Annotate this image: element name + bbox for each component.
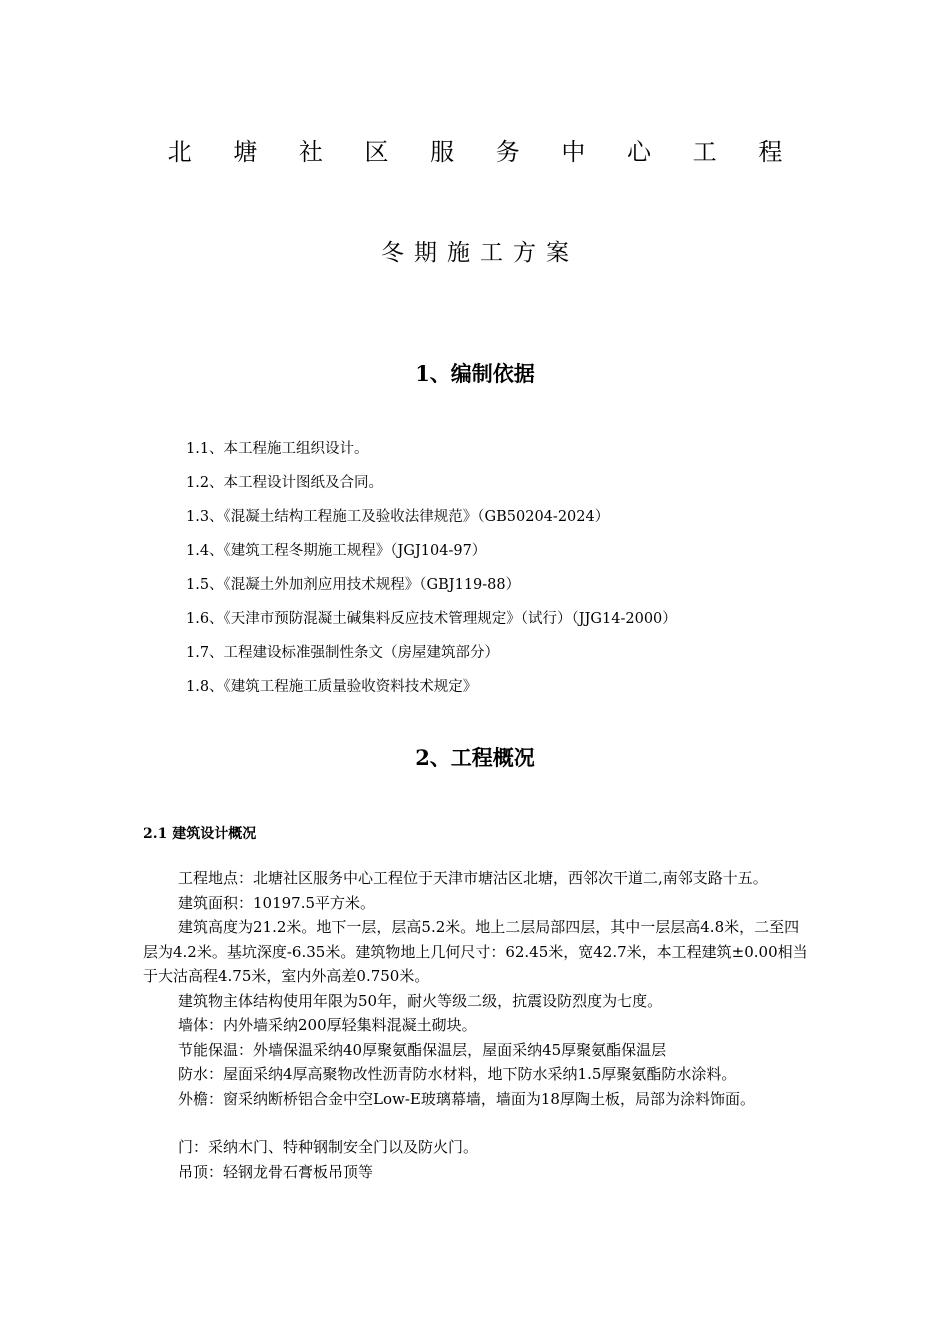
paragraph: 吊顶：轻钢龙骨石膏板吊顶等 xyxy=(178,1162,374,1181)
basis-list xyxy=(186,438,677,710)
paragraph: 建筑物主体结构使用年限为50年，耐火等级二级，抗震设防烈度为七度。 xyxy=(178,991,663,1010)
list-item: 1.5、《混凝土外加剂应用技术规程》（GBJ119-88） xyxy=(186,577,521,593)
document-subtitle: 冬期施工方案 xyxy=(381,240,579,266)
list-item: 1.1、本工程施工组织设计。 xyxy=(186,441,369,457)
subsection-heading: 2.1 建筑设计概况 xyxy=(143,826,257,842)
overview-body xyxy=(143,866,808,1184)
list-item: 1.2、本工程设计图纸及合同。 xyxy=(186,475,384,491)
paragraph: 门：采纳木门、特种钢制安全门以及防火门。 xyxy=(178,1138,479,1156)
paragraph: 防水：屋面采纳4厚高聚物改性沥青防水材料，地下防水采纳1.5厚聚氨酯防水涂料。 xyxy=(178,1065,737,1083)
list-item: 1.6、《天津市预防混凝土碱集料反应技术管理规定》（试行）（JJG14-2000） xyxy=(186,611,677,627)
paragraph: 建筑高度为21.2米。地下一层，层高5.2米。地上二层局部四层，其中一层层高4.8米，二至四层为4.2米。基坑深度-6.35米。建筑物地上几何尺寸：62.45米，宽42.7米，本工程建筑±0.00相当于大沽高程4.75米，室内外高差0.750米。 xyxy=(143,918,808,985)
paragraph: 节能保温：外墙保温采纳40厚聚氨酯保温层，屋面采纳45厚聚氨酯保温层 xyxy=(178,1040,667,1059)
paragraph: 墙体：内外墙采纳200厚轻集料混凝土砌块。 xyxy=(178,1016,477,1034)
list-item: 1.3、《混凝土结构工程施工及验收法律规范》（GB50204-2024） xyxy=(186,509,610,525)
section2-heading: 2、工程概况 xyxy=(415,745,535,770)
list-item: 1.4、《建筑工程冬期施工规程》（JGJ104-97） xyxy=(186,543,487,559)
paragraph: 外檐：窗采纳断桥铝合金中空Low-E玻璃幕墙，墙面为18厚陶土板，局部为涂料饰面。 xyxy=(178,1089,755,1108)
paragraph: 建筑面积：10197.5平方米。 xyxy=(178,893,376,912)
section1-heading: 1、编制依据 xyxy=(415,361,535,386)
list-item: 1.7、工程建设标准强制性条文（房屋建筑部分） xyxy=(186,645,500,661)
list-item: 1.8、《建筑工程施工质量验收资料技术规定》 xyxy=(186,679,478,695)
paragraph-gap xyxy=(143,1111,808,1135)
document-title: 北 塘 社 区 服 务 中 心 工 程 xyxy=(167,138,800,166)
paragraph: 工程地点：北塘社区服务中心工程位于天津市塘沽区北塘，西邻次干道二,南邻支路十五。 xyxy=(178,869,768,887)
